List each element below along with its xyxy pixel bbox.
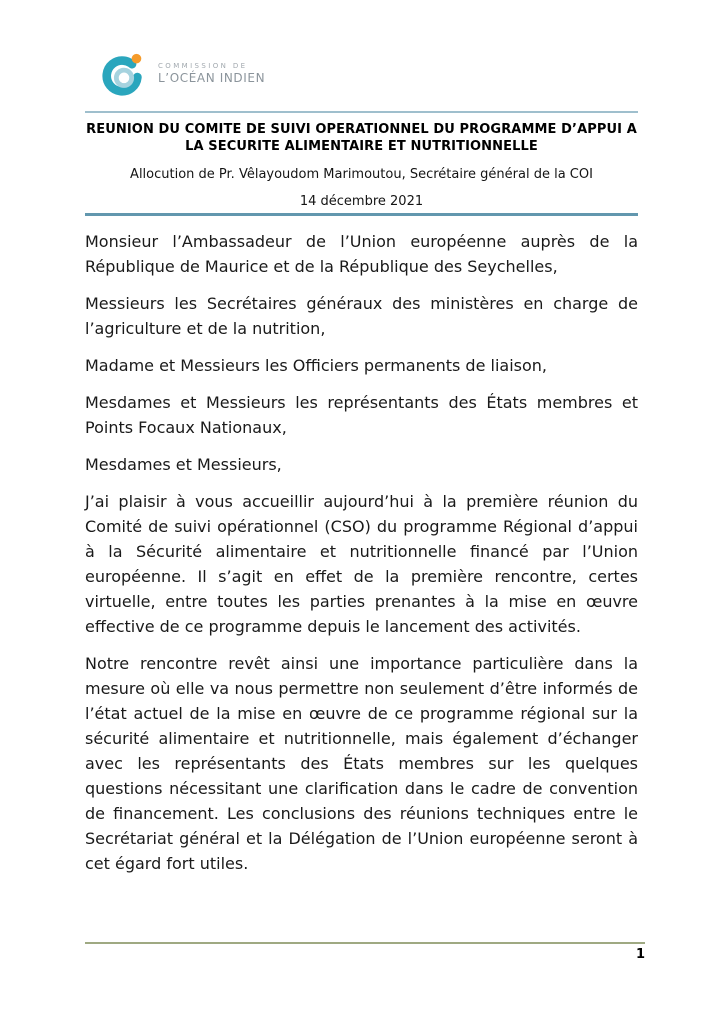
salutation-paragraph: Monsieur l’Ambassadeur de l’Union européenne auprès de la République de Maurice et de la République des Seychelles, — [85, 232, 638, 276]
document-title: REUNION DU COMITE DE SUIVI OPERATIONNEL DU PROGRAMME D’APPUI A LA SECURITE ALIMENTAIRE ET NUTRITIONNELLE — [86, 122, 637, 154]
salutation-paragraph: Mesdames et Messieurs les représentants des États membres et Points Focaux Nationaux, — [85, 393, 638, 437]
body-paragraph: Notre rencontre revêt ainsi une importance particulière dans la mesure où elle va nous permettre non seulement d’être informés de l’état actuel de la mise en œuvre de ce programme régional sur la sécurité alimentaire et nutritionnelle, mais également d’échanger avec les représentants des États membres sur les quelques questions nécessitant une clarification dans le cadre de convention de financement. Les conclusions des réunions techniques entre le Secrétariat général et la Délégation de l’Union européenne seront à cet égard fort utiles. — [85, 654, 638, 873]
logo-org-name-label: L’OCÉAN INDIEN — [158, 71, 266, 86]
salutation-paragraph: Messieurs les Secrétaires généraux des ministères en charge de l’agriculture et de la nutrition, — [85, 294, 638, 338]
page-number: 1 — [635, 947, 645, 962]
document-subtitle: Allocution de Pr. Vêlayoudom Marimoutou, Secrétaire général de la COI — [130, 167, 593, 182]
logo-wordmark — [158, 63, 265, 86]
document-body — [85, 229, 638, 876]
letterhead — [85, 50, 638, 216]
footer-rule — [85, 942, 645, 944]
document-date: 14 décembre 2021 — [299, 194, 424, 209]
salutation-paragraph: Madame et Messieurs les Officiers permanents de liaison, — [85, 356, 547, 375]
header-rule-top — [85, 111, 638, 113]
logo-org-small-label: COMMISSION DE — [158, 61, 248, 70]
header-rule-bottom — [85, 213, 638, 216]
body-paragraph: J’ai plaisir à vous accueillir aujourd’hui à la première réunion du Comité de suivi opérationnel (CSO) du programme Régional d’appui à la Sécurité alimentaire et nutritionnelle financé par l’Union européenne. Il s’agit en effet de la première rencontre, certes virtuelle, entre toutes les parties prenantes à la mise en œuvre effective de ce programme depuis le lancement des activités. — [85, 492, 638, 636]
coi-swirl-icon — [100, 50, 148, 98]
page-footer — [85, 942, 645, 962]
coi-logo — [100, 50, 638, 98]
salutation-paragraph: Mesdames et Messieurs, — [85, 455, 282, 474]
